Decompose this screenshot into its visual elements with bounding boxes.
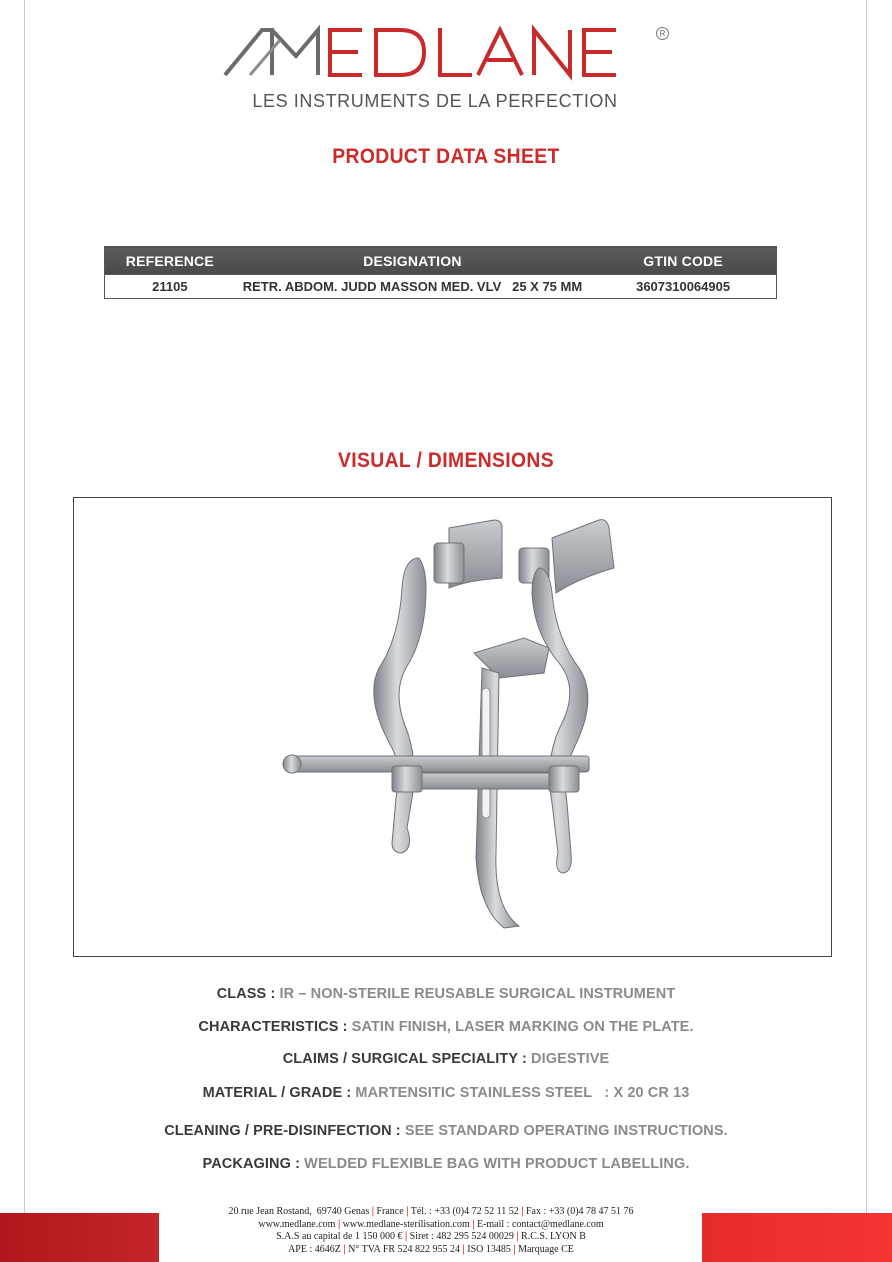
footer-iso: ISO 13485	[467, 1243, 511, 1255]
table-header-row	[105, 247, 777, 275]
spec-material-label: MATERIAL / GRADE :	[202, 1085, 356, 1101]
table-row	[105, 275, 777, 299]
footer-ape: APE : 4646Z	[288, 1243, 341, 1255]
spec-claims	[0, 1051, 892, 1067]
footer-line-3: S.A.S au capital de 1 150 000 € | Siret : 482 295 524 00029 | R.C.S. LYON B	[276, 1231, 586, 1242]
spec-packaging-label: PACKAGING :	[202, 1156, 305, 1172]
footer-marquage: Marquage CE	[518, 1243, 574, 1255]
footer-country: France	[376, 1206, 404, 1217]
cell-gtin: 3607310064905	[590, 275, 776, 299]
footer-line-2: www.medlane.com | www.medlane-sterilisation.com | E-mail : contact@medlane.com	[258, 1218, 604, 1230]
footer-line-1: 20 rue Jean Rostand, 69740 Genas | France | Tél. : +33 (0)4 72 52 11 52 | Fax : +33 (0)4 78 47 51 76	[228, 1206, 634, 1217]
footer-bar-right	[702, 1213, 892, 1262]
spec-material-value: MARTENSITIC STAINLESS STEEL : X 20 CR 13	[355, 1085, 690, 1101]
registered-mark: R	[656, 27, 669, 40]
header-gtin: GTIN CODE	[590, 247, 776, 275]
footer-bar-left	[0, 1213, 159, 1262]
footer-siret: Siret : 482 295 524 00029	[409, 1231, 514, 1242]
spec-characteristics	[0, 1019, 892, 1035]
spec-characteristics-label: CHARACTERISTICS :	[198, 1019, 352, 1035]
spec-material	[0, 1085, 892, 1101]
retractor-illustration	[74, 498, 831, 956]
spec-cleaning-label: CLEANING / PRE-DISINFECTION :	[164, 1123, 405, 1139]
cell-designation: RETR. ABDOM. JUDD MASSON MED. VLV 25 X 75 MM	[235, 275, 591, 299]
footer-web1[interactable]: www.medlane.com	[258, 1218, 336, 1230]
spec-packaging-value: WELDED FLEXIBLE BAG WITH PRODUCT LABELLING.	[304, 1156, 690, 1172]
footer-capital: S.A.S au capital de 1 150 000 €	[276, 1231, 403, 1242]
spec-claims-label: CLAIMS / SURGICAL SPECIALITY :	[282, 1051, 532, 1067]
footer-web2[interactable]: www.medlane-sterilisation.com	[342, 1218, 470, 1230]
spec-class	[0, 986, 892, 1002]
spec-packaging	[0, 1156, 892, 1172]
reference-table	[104, 246, 777, 299]
cell-reference: 21105	[105, 275, 235, 299]
visual-dimensions-title: VISUAL / DIMENSIONS	[338, 449, 554, 472]
footer-email[interactable]: E-mail : contact@medlane.com	[476, 1218, 604, 1230]
footer-rcs: R.C.S. LYON B	[521, 1231, 586, 1242]
footer-line-4: APE : 4646Z | N° TVA FR 524 822 955 24 | ISO 13485 | Marquage CE	[288, 1243, 574, 1255]
spec-cleaning-value: SEE STANDARD OPERATING INSTRUCTIONS.	[404, 1123, 728, 1139]
spec-class-label: CLASS :	[216, 986, 280, 1002]
footer-tel: Tél. : +33 (0)4 72 52 11 52	[410, 1206, 519, 1217]
product-data-sheet-title: PRODUCT DATA SHEET	[332, 145, 560, 168]
spec-characteristics-value: SATIN FINISH, LASER MARKING ON THE PLATE.	[351, 1019, 694, 1035]
brand-tagline: LES INSTRUMENTS DE LA PERFECTION	[252, 91, 618, 111]
header-reference: REFERENCE	[105, 247, 235, 275]
product-image-frame	[73, 497, 832, 957]
spec-claims-value: DIGESTIVE	[531, 1051, 610, 1067]
spec-cleaning	[0, 1123, 892, 1139]
footer-address: 20 rue Jean Rostand, 69740 Genas	[228, 1206, 370, 1217]
footer-contact	[160, 1206, 702, 1256]
footer-tva: N° TVA FR 524 822 955 24	[348, 1243, 461, 1255]
footer-fax: Fax : +33 (0)4 78 47 51 76	[525, 1206, 634, 1217]
header-designation: DESIGNATION	[235, 247, 591, 275]
spec-class-value: IR – NON-STERILE REUSABLE SURGICAL INSTRUMENT	[279, 986, 676, 1002]
